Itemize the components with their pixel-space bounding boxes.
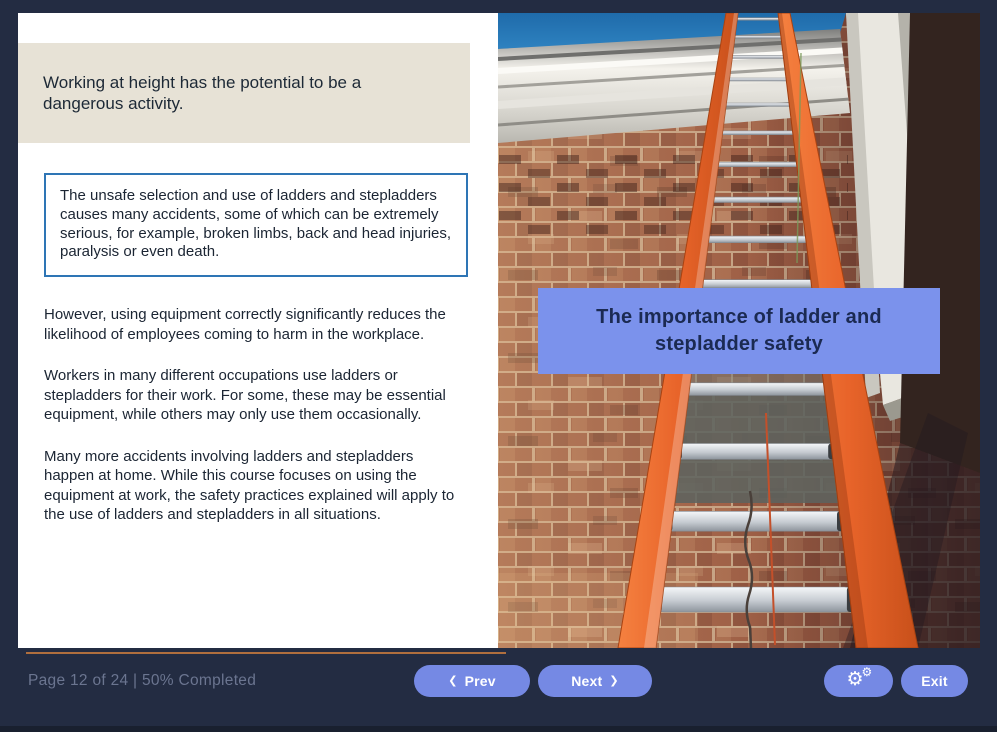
- prev-button[interactable]: [414, 665, 530, 697]
- paragraph-2: Workers in many different occupations use ladders or stepladders for their work. For some, these may be essential equipment, while others may only use them occasionally.: [44, 367, 446, 424]
- gears-icon: ⚙ ⚙: [846, 665, 873, 690]
- window-bottom-edge: [0, 726, 997, 732]
- ladder-photo: [498, 13, 980, 648]
- image-title-banner: [538, 288, 940, 374]
- exit-button-label: Exit: [921, 673, 948, 689]
- page-progress-status: Page 12 of 24 | 50% Completed: [28, 672, 257, 689]
- paragraph-1: However, using equipment correctly significantly reduces the likelihood of employees coming to harm in the workplace.: [44, 306, 446, 343]
- paragraph-3: Many more accidents involving ladders and stepladders happen at home. While this course focuses on using the equipment at work, the safety practices explained will apply to the use of ladders and stepladders in all situations.: [44, 447, 455, 524]
- exit-button[interactable]: [901, 665, 968, 697]
- slide-content-panel: [18, 13, 498, 648]
- chevron-right-icon: ❯: [609, 675, 619, 687]
- image-title-text: The importance of ladder and stepladder safety: [596, 306, 882, 355]
- next-button-label: Next: [571, 673, 603, 689]
- slide-header-box: [18, 43, 470, 143]
- next-button[interactable]: [538, 665, 652, 697]
- settings-button[interactable]: [824, 665, 893, 697]
- slide-header-text: Working at height has the potential to be a dangerous activity.: [43, 72, 362, 113]
- callout-text: The unsafe selection and use of ladders and stepladders causes many accidents, some of which can be extremely serious, for example, broken limbs, back and head injuries, paralysis or even death.: [60, 187, 452, 261]
- chevron-left-icon: ❮: [448, 675, 458, 687]
- callout-box: [44, 173, 468, 277]
- prev-button-label: Prev: [464, 673, 496, 689]
- content-divider: [26, 652, 506, 654]
